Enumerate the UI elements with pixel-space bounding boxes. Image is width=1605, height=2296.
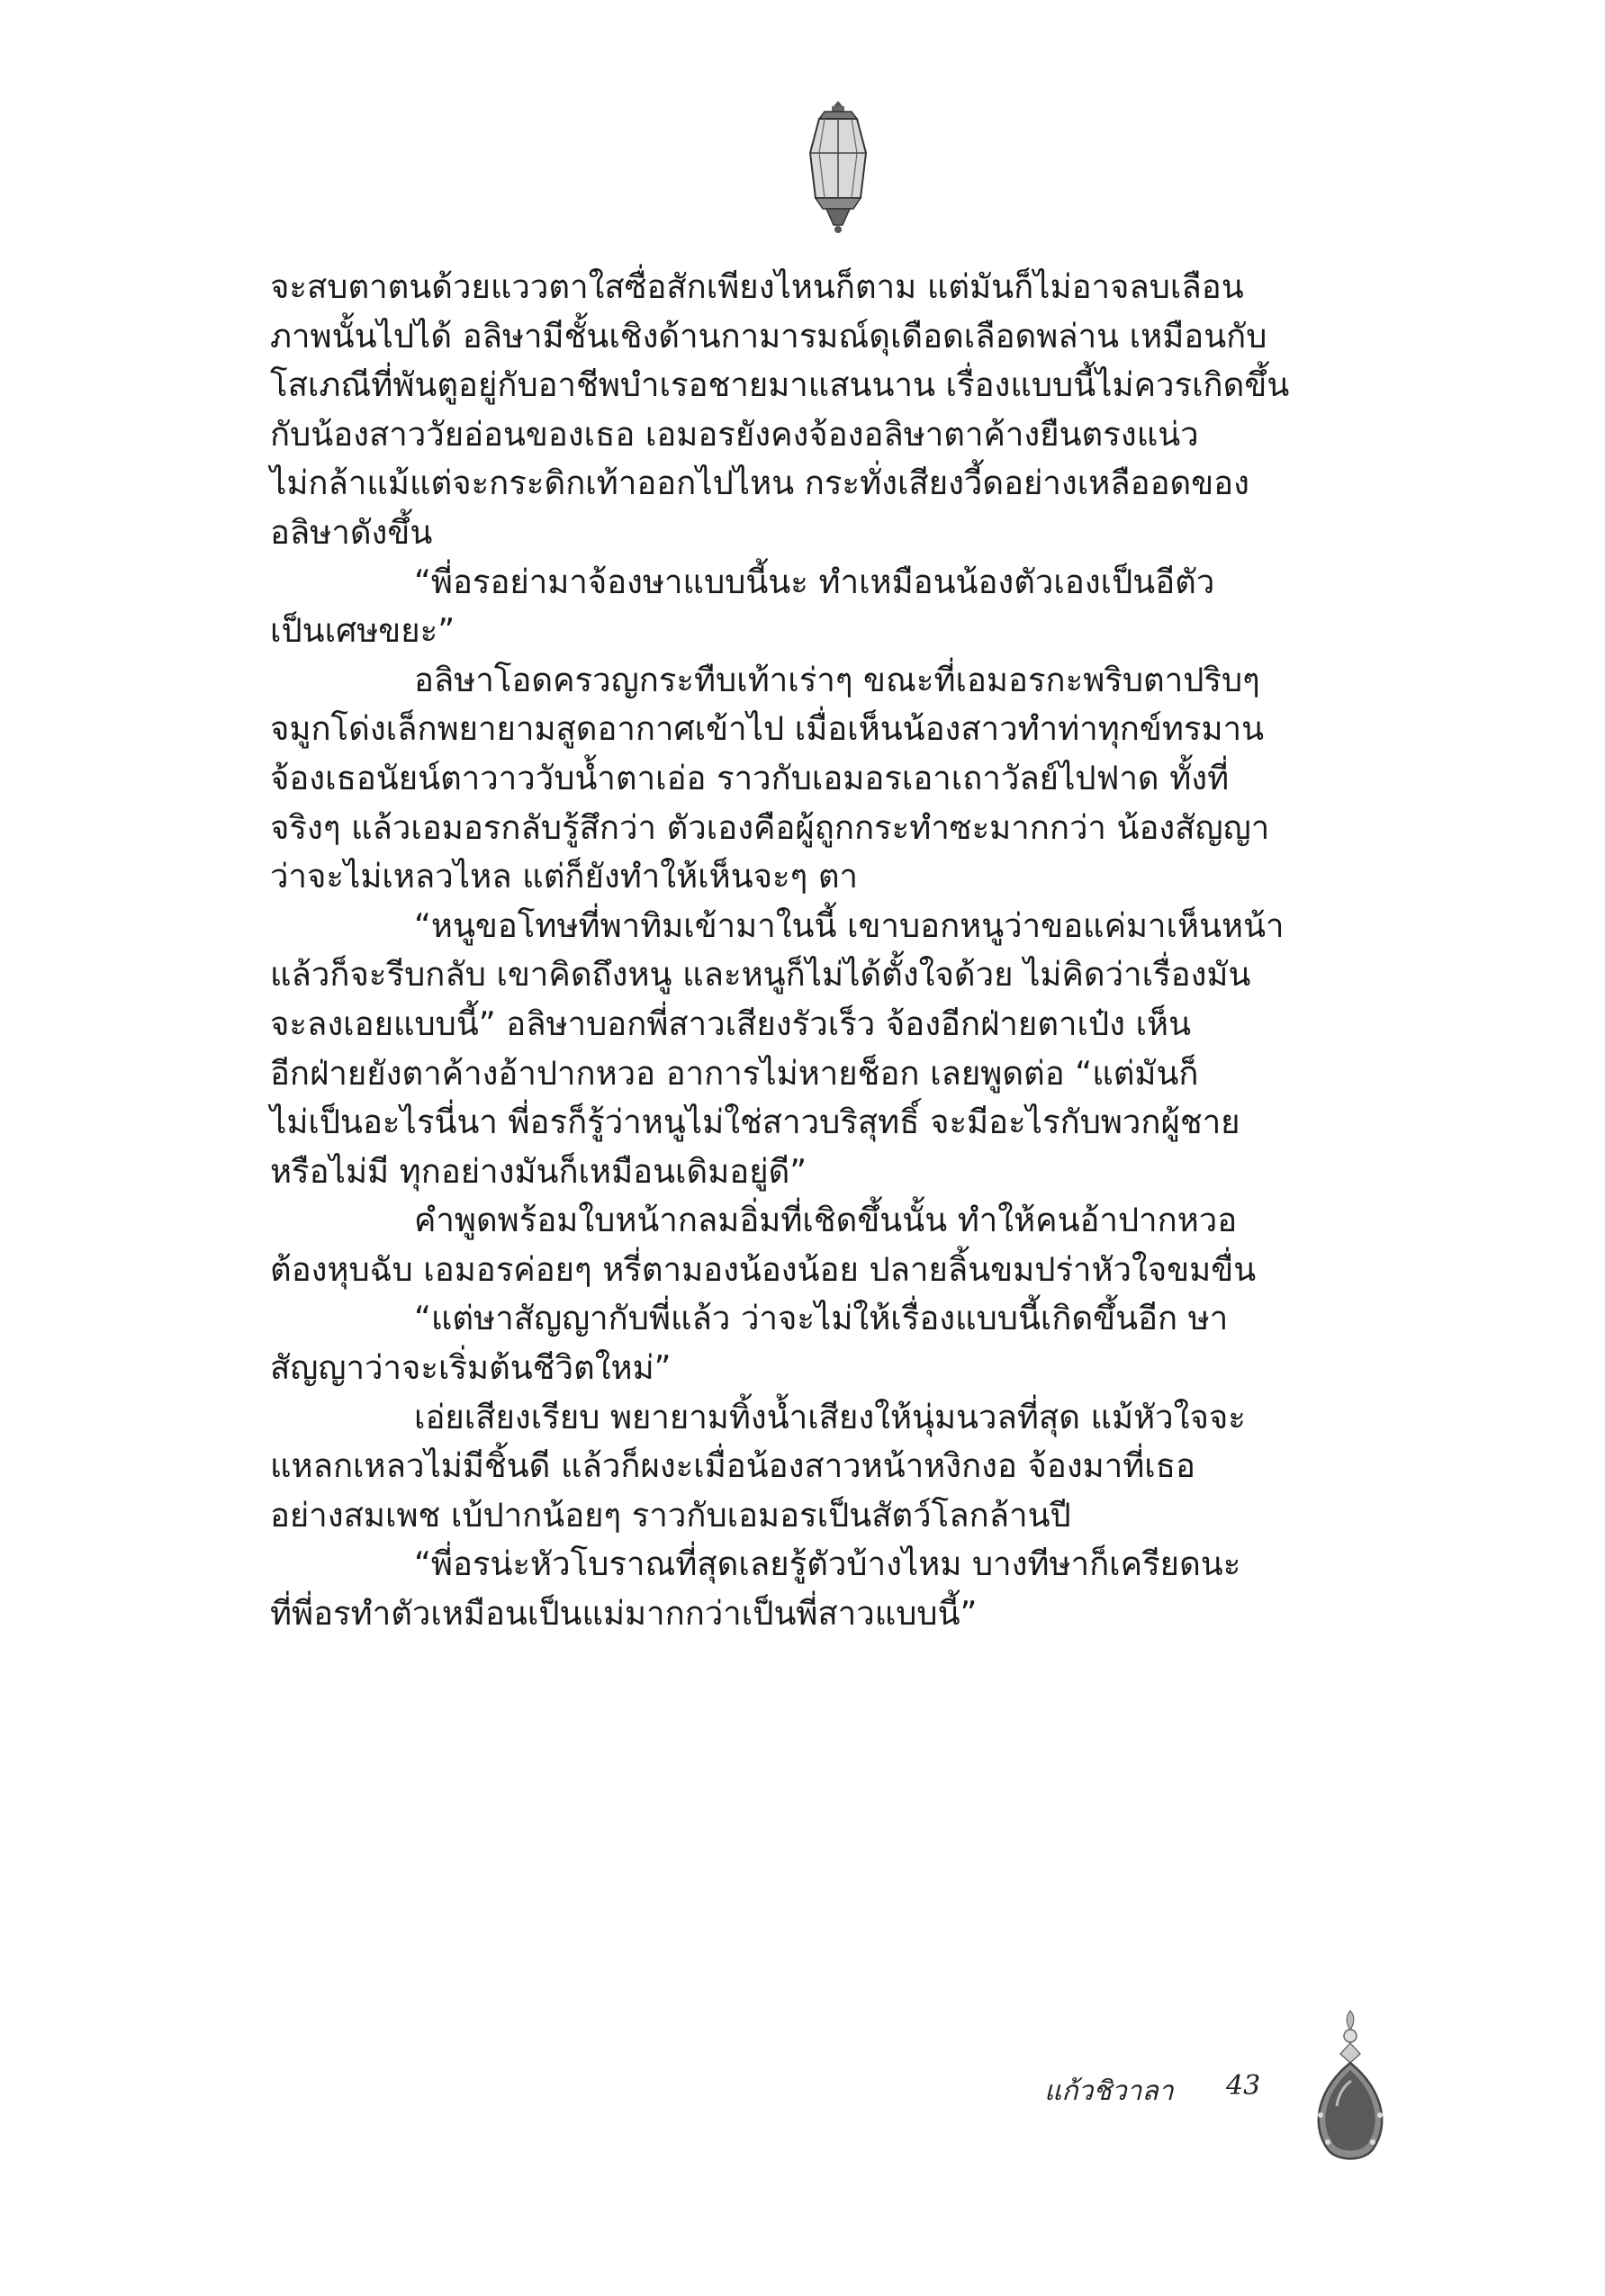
page-number: 43 [1226,2070,1261,2102]
text-line: เป็นเศษขยะ” [270,611,455,651]
text-line: อย่างสมเพช เบ้ปากน้อยๆ ราวกับเอมอรเป็นสัตว์โลกล้านปี [270,1495,1071,1535]
text-line: จริงๆ แล้วเอมอรกลับรู้สึกว่า ตัวเองคือผู้ถูกกระทำซะมากกว่า น้องสัญญา [270,807,1270,847]
text-line: จะสบตาตนด้วยแววตาใสซื่อสักเพียงไหนก็ตาม แต่มันก็ไม่อาจลบเลือน [270,267,1244,306]
text-line: ไม่กล้าแม้แต่จะกระดิกเท้าออกไปไหน กระทั่งเสียงวี้ดอย่างเหลืออดของ [270,464,1249,503]
text-line: สัญญาว่าจะเริ่มต้นชีวิตใหม่” [270,1348,672,1388]
text-line: คำพูดพร้อมใบหน้ากลมอิ่มที่เชิดขึ้นนั้น ทำให้คนอ้าปากหวอ [414,1201,1238,1240]
text-line: อีกฝ่ายยังตาค้างอ้าปากหวอ อาการไม่หายช็อก เลยพูดต่อ “แต่มันก็ [270,1053,1199,1093]
text-line: หรือไม่มี ทุกอย่างมันก็เหมือนเดิมอยู่ดี” [270,1151,807,1191]
text-line: จมูกโด่งเล็กพยายามสูดอากาศเข้าไป เมื่อเห็นน้องสาวทำท่าทุกข์ทรมาน [270,709,1265,749]
text-line: อลิษาโอดครวญกระทืบเท้าเร่าๆ ขณะที่เอมอรกะพริบตาปริบๆ [414,660,1260,699]
text-line: “หนูขอโทษที่พาทิมเข้ามาในนี้ เขาบอกหนูว่าขอแค่มาเห็นหน้า [414,905,1285,945]
text-line: ภาพนั้นไปได้ อลิษามีชั้นเชิงด้านกามารมณ์ดุเดือดเลือดพล่าน เหมือนกับ [270,316,1267,356]
text-line: อลิษาดังขึ้น [270,512,433,552]
text-line: “พี่อรน่ะหัวโบราณที่สุดเลยรู้ตัวบ้างไหม บางทีษาก็เครียดนะ [414,1544,1241,1584]
text-line: กับน้องสาววัยอ่อนของเธอ เอมอรยังคงจ้องอลิษาตาค้างยืนตรงแน่ว [270,414,1199,454]
running-footer-title: แก้วชิวาลา [1044,2075,1174,2107]
text-line: แหลกเหลวไม่มีชิ้นดี แล้วก็ผงะเมื่อน้องสาวหน้าหงิกงอ จ้องมาที่เธอ [270,1446,1195,1486]
lantern-ornament-icon [798,99,879,234]
text-line: “แต่ษาสัญญากับพี่แล้ว ว่าจะไม่ให้เรื่องแบบนี้เกิดขึ้นอีก ษา [414,1299,1229,1338]
body-text [270,263,1404,1639]
text-line: จะลงเอยแบบนี้” อลิษาบอกพี่สาวเสียงรัวเร็ว จ้องอีกฝ่ายตาเป๋ง เห็น [270,1004,1192,1043]
text-line: ต้องหุบฉับ เอมอรค่อยๆ หรี่ตามองน้องน้อย ปลายลิ้นขมปร่าหัวใจขมขื่น [270,1249,1257,1289]
text-line: “พี่อรอย่ามาจ้องษาแบบนี้นะ ทำเหมือนน้องตัวเองเป็นอีตัว [414,562,1215,601]
text-line: แล้วก็จะรีบกลับ เขาคิดถึงหนู และหนูก็ไม่ได้ตั้งใจด้วย ไม่คิดว่าเรื่องมัน [270,955,1251,995]
text-line: ไม่เป็นอะไรนี่นา พี่อรก็รู้ว่าหนูไม่ใช่สาวบริสุทธิ์ จะมีอะไรกับพวกผู้ชาย [270,1103,1240,1142]
jewel-pendant-icon [1301,2007,1400,2169]
text-line: โสเภณีที่พันตูอยู่กับอาชีพบำเรอชายมาแสนนาน เรื่องแบบนี้ไม่ควรเกิดขึ้น [270,365,1290,405]
text-line: ว่าจะไม่เหลวไหล แต่ก็ยังทำให้เห็นจะๆ ตา [270,857,859,896]
text-line: เอ่ยเสียงเรียบ พยายามทิ้งน้ำเสียงให้นุ่มนวลที่สุด แม้หัวใจจะ [414,1397,1246,1436]
text-line: ที่พี่อรทำตัวเหมือนเป็นแม่มากกว่าเป็นพี่สาวแบบนี้” [270,1594,978,1634]
text-line: จ้องเธอนัยน์ตาวาววับน้ำตาเอ่อ ราวกับเอมอรเอาเถาวัลย์ไปฟาด ทั้งที่ [270,758,1230,797]
